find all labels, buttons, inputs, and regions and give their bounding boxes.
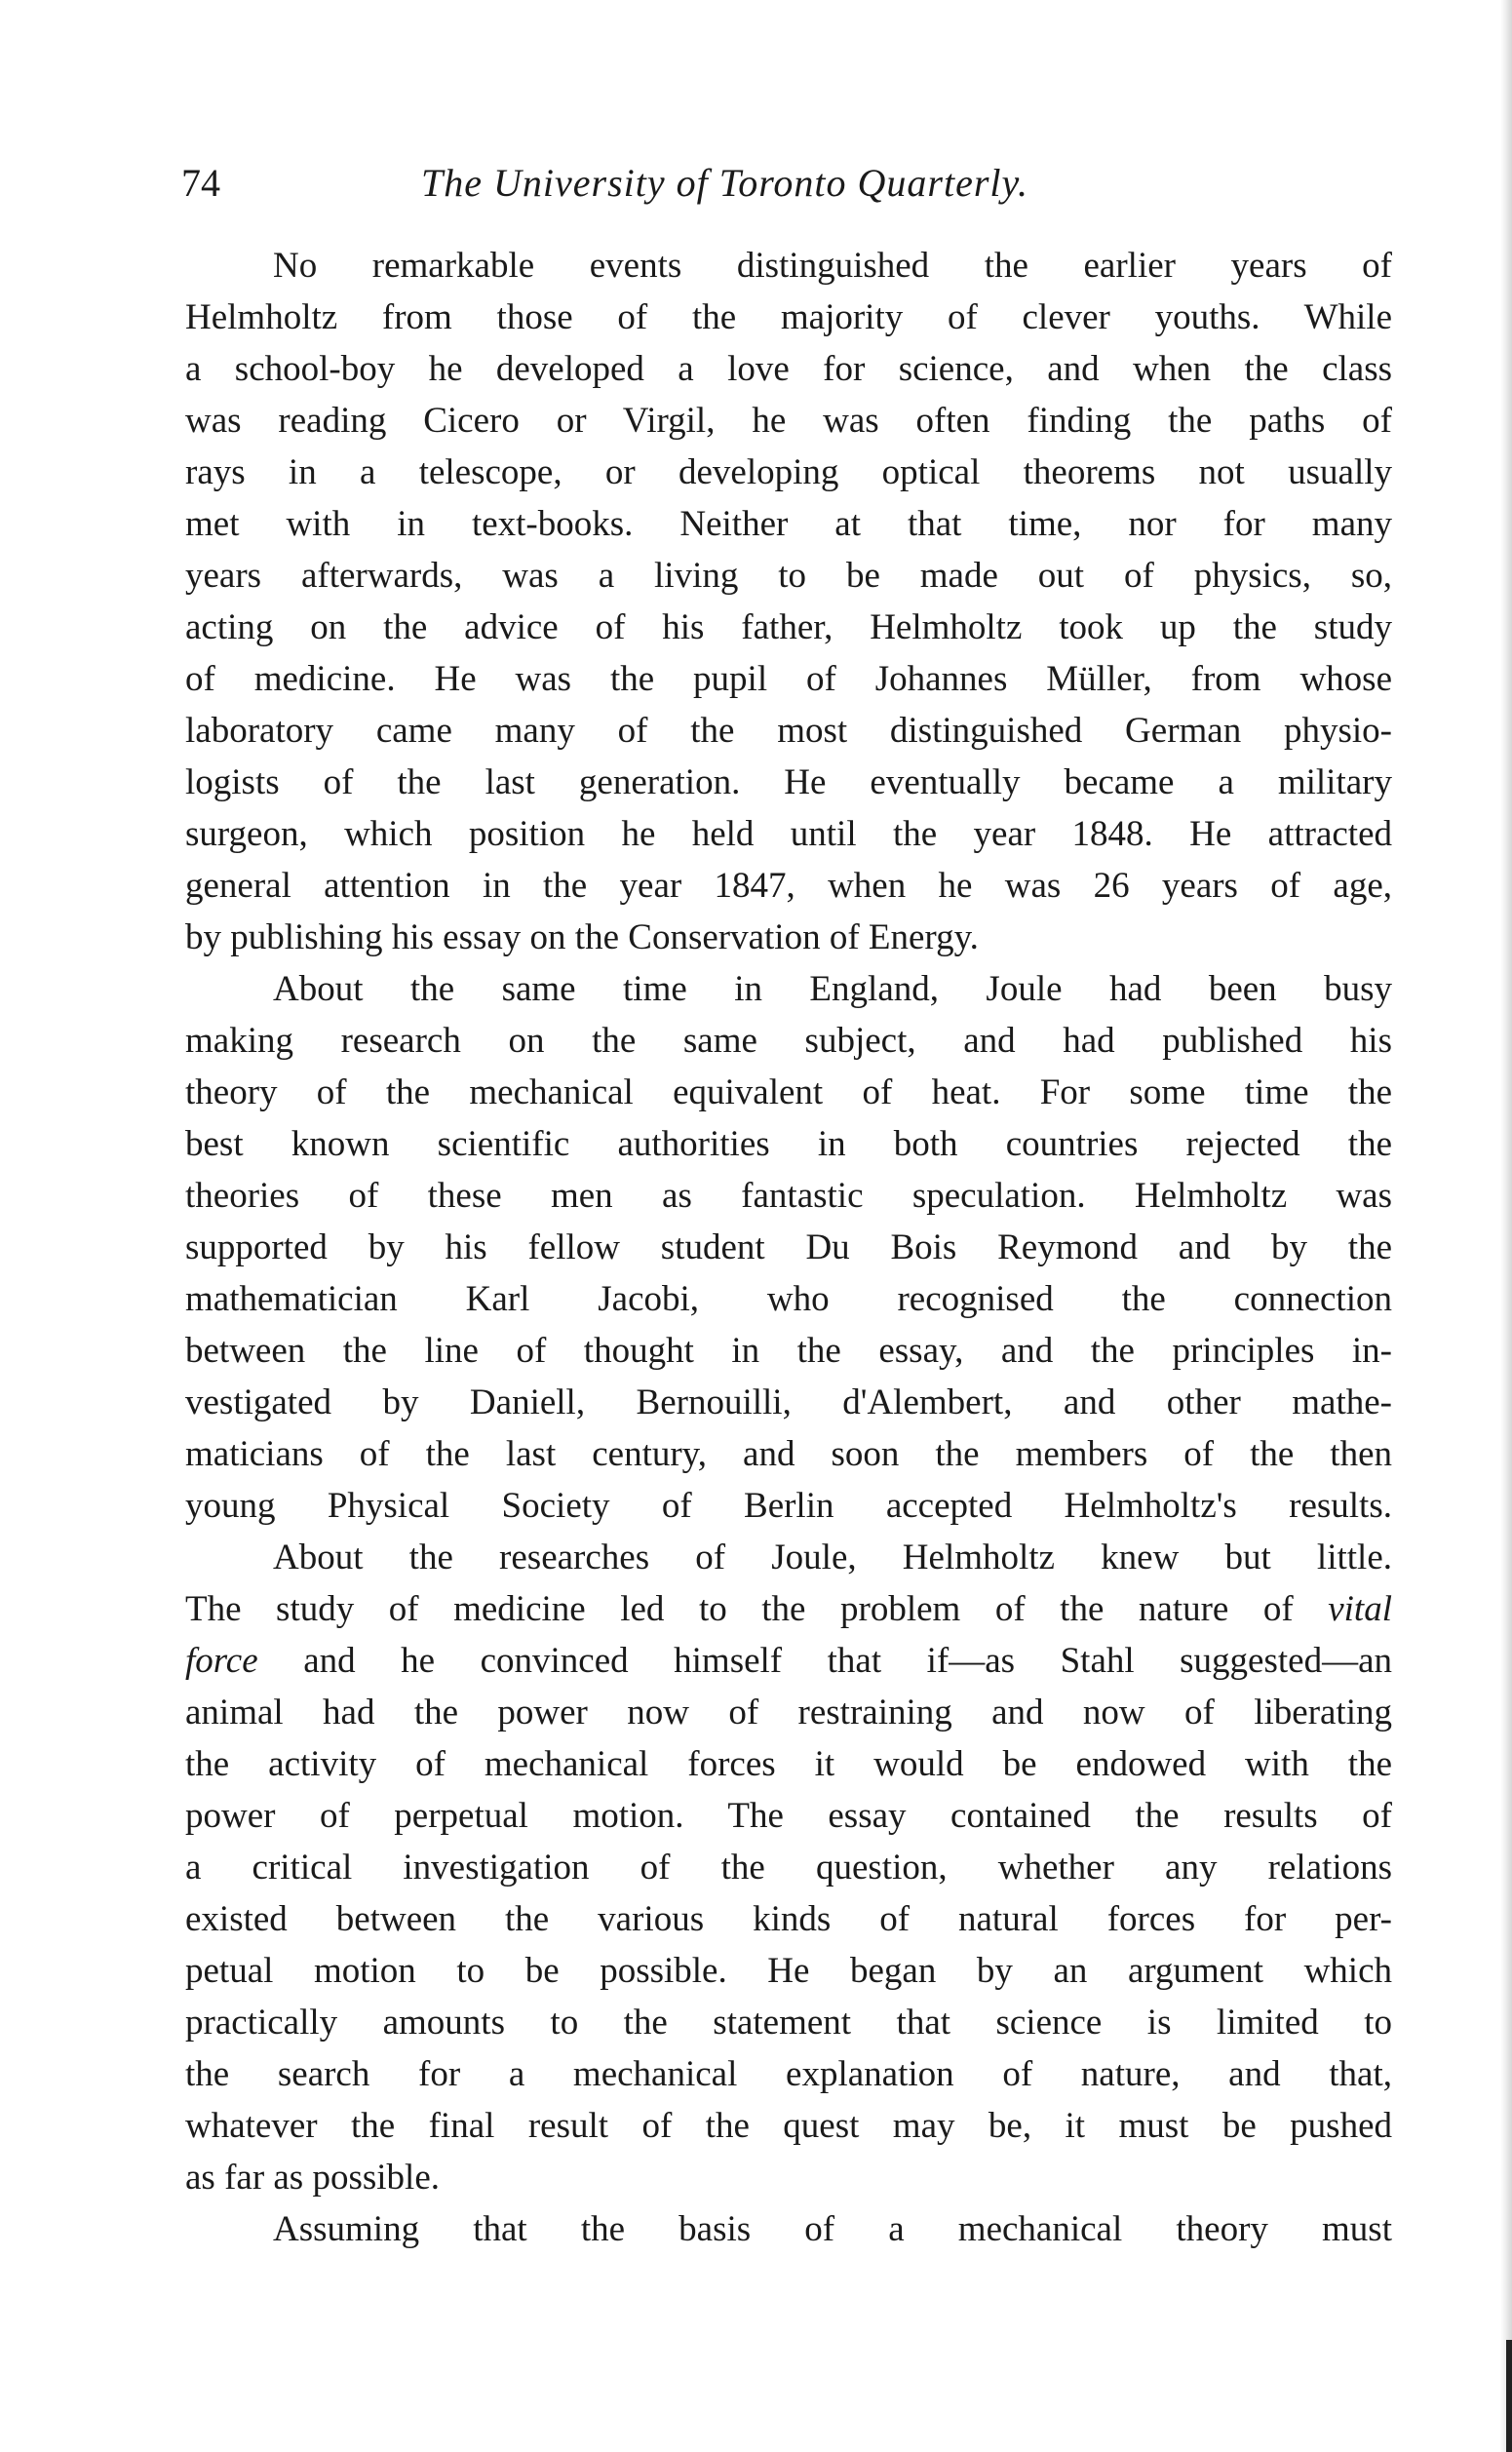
italic-word: vital — [1328, 1589, 1392, 1629]
text-line: theories of these men as fantastic speculation. Helmholtz was — [185, 1176, 1392, 1216]
text-line: About the researches of Joule, Helmholtz knew but little. — [273, 1537, 1392, 1577]
body-text — [185, 240, 1392, 2255]
journal-title: The University of Toronto Quarterly. — [421, 161, 1029, 205]
text-line: of medicine. He was the pupil of Johannes Müller, from whose — [185, 659, 1392, 699]
text-segment: and he convinced himself that if—as Stahl suggested—an — [303, 1641, 1393, 1681]
text-line: No remarkable events distinguished the earlier years of — [273, 246, 1392, 286]
text-line: practically amounts to the statement that science is limited to — [185, 2003, 1392, 2043]
text-line: years afterwards, was a living to be made out of physics, so, — [185, 556, 1392, 596]
text-line: as far as possible. — [185, 2158, 440, 2198]
text-line: surgeon, which position he held until the year 1848. He attracted — [185, 814, 1392, 854]
text-line: petual motion to be possible. He began by an argument which — [185, 1951, 1392, 1991]
text-line: the activity of mechanical forces it would be endowed with the — [185, 1744, 1392, 1784]
text-line: Assuming that the basis of a mechanical theory must — [273, 2209, 1392, 2249]
page-edge-shadow — [1500, 0, 1512, 2452]
text-line: vestigated by Daniell, Bernouilli, d'Alembert, and other mathe- — [185, 1382, 1392, 1422]
text-line: best known scientific authorities in both countries rejected the — [185, 1124, 1392, 1164]
text-line: making research on the same subject, and had published his — [185, 1021, 1392, 1061]
text-line: a school-boy he developed a love for science, and when the class — [185, 349, 1392, 389]
text-line: was reading Cicero or Virgil, he was often finding the paths of — [185, 401, 1392, 441]
italic-word: force — [185, 1641, 258, 1681]
text-line: general attention in the year 1847, when he was 26 years of age, — [185, 866, 1392, 906]
text-line: logists of the last generation. He eventually became a military — [185, 762, 1392, 802]
text-line — [185, 1583, 1392, 1635]
text-line: power of perpetual motion. The essay contained the results of — [185, 1796, 1392, 1836]
text-line: between the line of thought in the essay, and the principles in- — [185, 1331, 1392, 1371]
text-line: laboratory came many of the most distinguished German physio- — [185, 711, 1392, 751]
text-line: met with in text-books. Neither at that time, nor for many — [185, 504, 1392, 544]
text-line: Helmholtz from those of the majority of clever youths. While — [185, 297, 1392, 337]
text-line: theory of the mechanical equivalent of heat. For some time the — [185, 1072, 1392, 1112]
text-line: animal had the power now of restraining and now of liberating — [185, 1693, 1392, 1732]
running-head — [181, 154, 1156, 213]
page-number: 74 — [181, 161, 220, 205]
text-line: maticians of the last century, and soon the members of the then — [185, 1434, 1392, 1474]
text-line: rays in a telescope, or developing optical theorems not usually — [185, 452, 1392, 492]
text-line: by publishing his essay on the Conservation of Energy. — [185, 917, 979, 957]
text-line: supported by his fellow student Du Bois Reymond and by the — [185, 1227, 1392, 1267]
text-line: whatever the final result of the quest may be, it must be pushed — [185, 2106, 1392, 2146]
text-line: About the same time in England, Joule had been busy — [273, 969, 1392, 1009]
text-line: existed between the various kinds of natural forces for per- — [185, 1899, 1392, 1939]
page-edge-mark — [1506, 2340, 1512, 2452]
text-line: young Physical Society of Berlin accepted Helmholtz's results. — [185, 1486, 1392, 1526]
text-line: a critical investigation of the question, whether any relations — [185, 1848, 1392, 1888]
text-line: mathematician Karl Jacobi, who recognised the connection — [185, 1279, 1392, 1319]
text-segment: The study of medicine led to the problem of the nature of — [185, 1589, 1294, 1629]
text-line — [185, 1635, 1392, 1687]
text-line: acting on the advice of his father, Helmholtz took up the study — [185, 607, 1392, 647]
text-line: the search for a mechanical explanation of nature, and that, — [185, 2054, 1392, 2094]
